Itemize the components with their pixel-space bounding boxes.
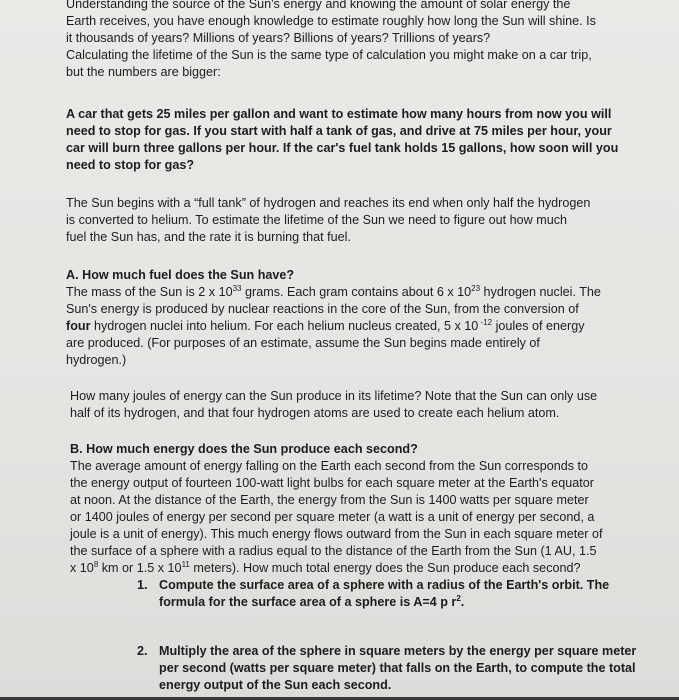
car-line-2: need to stop for gas. If you start with half a tank of gas, and drive at 75 miles per hour, your — [66, 124, 612, 138]
car-line-3: car will burn three gallons per hour. If the car's fuel tank holds 15 gallons, how soon will you — [66, 141, 619, 155]
car-line-1: A car that gets 25 miles per gallon and want to estimate how many hours from now you will — [66, 107, 612, 121]
intro-line-3: it thousands of years? Millions of years? Billions of years? Trillions of years? — [66, 31, 491, 45]
section-a-heading: A. How much fuel does the Sun have? — [66, 268, 295, 282]
step-number: 2. — [137, 644, 148, 658]
step-number: 1. — [137, 578, 148, 592]
car-line-4: need to stop for gas? — [66, 158, 195, 172]
step-2-line-3: energy output of the Sun each second. — [159, 678, 392, 692]
intro-line-2: Earth receives, you have enough knowledge to estimate roughly how long the Sun will shine. Is — [66, 14, 596, 28]
step-2-line-2: per second (watts per square meter) that falls on the Earth, to compute the total — [159, 661, 636, 675]
question-a-line-1: How many joules of energy can the Sun produce in its lifetime? Note that the Sun can only use — [70, 389, 598, 403]
step-2-line-1: Multiply the area of the sphere in square meters by the energy per square meter — [159, 644, 637, 658]
section-b-line-5: joule is a unit of energy). This much energy flows outward from the Sun in each square meter of — [70, 527, 603, 541]
section-b-line-3: at noon. At the distance of the Earth, the energy from the Sun is 1400 watts per square meter — [70, 493, 589, 507]
sun-intro-line-3: fuel the Sun has, and the rate it is burning that fuel. — [66, 230, 351, 244]
section-a-line-1: The mass of the Sun is 2 x $10^{33}$ grams. Each gram contains about 6 x $10^{23}$ hydrogen nuclei. The — [66, 284, 601, 299]
sun-intro-line-2: is converted to helium. To estimate the lifetime of the Sun we need to figure out how much — [66, 213, 567, 227]
intro-line-5: but the numbers are bigger: — [66, 65, 221, 79]
step-1-line-2: formula for the surface area of a sphere is A=4 p $r^2$. — [159, 594, 465, 609]
section-b-heading: B. How much energy does the Sun produce each second? — [70, 442, 418, 456]
step-1-line-1: Compute the surface area of a sphere with a radius of the Earth's orbit. The — [159, 578, 610, 592]
section-a-line-3: four hydrogen nuclei into helium. For each helium nucleus created, 5 x 10 $^{-12}$ joules of energy — [66, 318, 585, 333]
section-a-line-4: are produced. (For purposes of an estimate, assume the Sun begins made entirely of — [66, 336, 540, 350]
sun-intro-line-1: The Sun begins with a “full tank” of hydrogen and reaches its end when only half the hydrogen — [66, 196, 591, 210]
section-b-line-7: x $10^8$ km or 1.5 x $10^{11}$ meters). How much total energy does the Sun produce each second? — [70, 560, 581, 575]
intro-line-1: Understanding the source of the Sun's energy and knowing the amount of solar energy the — [66, 0, 571, 11]
section-b-line-1: The average amount of energy falling on the Earth each second from the Sun corresponds to — [70, 459, 589, 473]
section-b-line-6: the surface of a sphere with a radius equal to the distance of the Earth from the Sun (1 AU, 1.5 — [70, 544, 597, 558]
section-b-line-2: the energy output of fourteen 100-watt light bulbs for each square meter at the Earth's equator — [70, 476, 594, 490]
question-a-line-2: half of its hydrogen, and that four hydrogen atoms are used to create each helium atom. — [70, 406, 560, 420]
section-a-line-5: hydrogen.) — [66, 353, 127, 367]
intro-line-4: Calculating the lifetime of the Sun is the same type of calculation you might make on a car trip, — [66, 48, 592, 62]
section-b-line-4: or 1400 joules of energy per second per square meter (a watt is a unit of energy per second, a — [70, 510, 595, 524]
section-a-line-2: Sun's energy is produced by nuclear reactions in the core of the Sun, from the conversion of — [66, 302, 579, 316]
